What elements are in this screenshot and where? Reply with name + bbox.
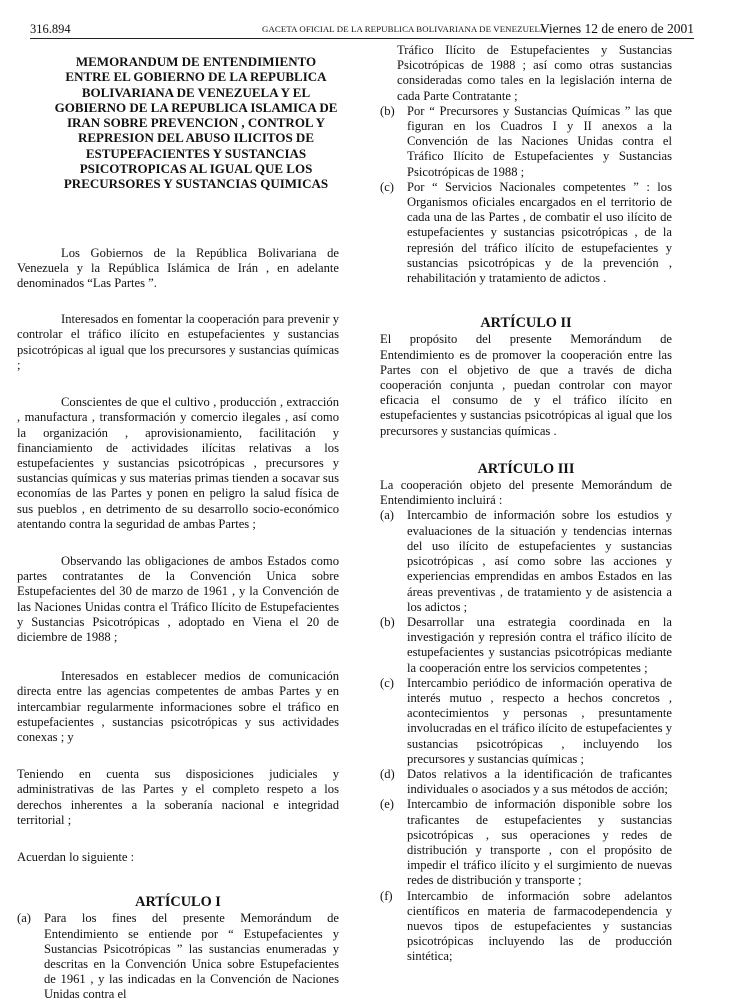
item-marker: (a) — [380, 508, 394, 523]
item-text: Para los fines del presente Memorándum de Entendimiento se entiende por “ Estupefacientes y Sustancias Psicotrópicas ” las sustancias enumeradas y descritas en la Convención Unica sobre Estupefacientes de 1961 , y las indicadas en la Convención de Naciones Unidas contra el — [44, 911, 339, 1002]
article-1-item-c — [380, 180, 672, 286]
item-text: Por “ Precursores y Sustancias Químicas ” las que figuran en los Cuadros I y II anexos a la Convención de las Naciones Unidas contra el Tráfico Ilícito de Estupefacientes y Sustancias Psicotrópicas de 1988 ; — [407, 103, 672, 179]
gazette-name: GACETA OFICIAL DE LA REPUBLICA BOLIVARIANA DE VENEZUELA — [262, 24, 547, 34]
item-marker: (f) — [380, 888, 393, 903]
article-3-heading: ARTÍCULO III — [477, 460, 575, 477]
article-1-item-a-continued: Tráfico Ilícito de Estupefacientes y Sustancias Psicotrópicas de 1988 ; así como otras sustancias consideradas como tales en la legislación interna de cada Parte Contratante ; — [397, 43, 672, 103]
article-3-item-d — [380, 767, 672, 797]
preamble-observando: Observando las obligaciones de ambos Estados como partes contratantes de la Convención Unica sobre Estupefacientes del 30 de marzo de 1961 , y la Convención de las Naciones Unidas contra el Tráfico Ilícito de Estupefacientes y Sustancias Psicotrópicas , adoptado en Viena el 20 de diciembre de 1988 ; — [17, 553, 339, 644]
item-text: Desarrollar una estrategia coordinada en la investigación y represión contra el tráfico ilícito de estupefacientes y sustancias psicotrópicas mediante la cooperación entre los servicios competentes ; — [407, 614, 672, 675]
preamble-parties: Los Gobiernos de la República Bolivariana de Venezuela y la República Islámica de Irán , en adelante denominados “Las Partes ”. — [17, 245, 339, 291]
item-marker: (c) — [380, 675, 394, 690]
preamble-interesados: Interesados en fomentar la cooperación para prevenir y controlar el tráfico ilícito en estupefacientes y sustancias psicotrópicas al igual que los precursores y sustancias químicas ; — [17, 312, 339, 372]
article-2-text: El propósito del presente Memorándum de Entendimiento es de promover la cooperación entre las Partes con el objetivo de que a través de dicha cooperación conjunta , puedan controlar con mayor eficacia el consumo de y el tráfico ilícito en estupefacientes y sustancias psicotrópicas al igual que los precursores y sustancias químicas . — [380, 332, 672, 438]
preamble-conscientes: Conscientes de que el cultivo , producción , extracción , manufactura , transformación y comercio ilegales , así como la organización , aprovisionamiento, facilitación y financiamiento de actividades ilícitas relativas a los estupefacientes y sustancias psicotrópicas , precursores y sustancias químicas y sus materias primas tienden a socavar sus economías de las Partes y ponen en peligro la salud física de sus pueblos , en detrimento de su desarrollo socio-económico atentando contra la seguridad de ambas Partes ; — [17, 395, 339, 531]
article-1-item-b — [380, 104, 672, 180]
article-3-item-e — [380, 797, 672, 888]
running-header — [30, 22, 694, 39]
item-text: Intercambio de información disponible sobre los traficantes de estupefacientes y sustancias psicotrópicas , sus operaciones y redes de distribución y transporte , con el propósito de impedir el tráfico ilícito y el surgimiento de nuevas redes de distribución y transporte ; — [407, 797, 672, 888]
page-number: 316.894 — [30, 22, 71, 36]
item-marker: (b) — [380, 614, 395, 629]
article-3-item-f — [380, 889, 672, 965]
item-text: Por “ Servicios Nacionales competentes ” : los Organismos oficiales encargados en el territorio de cada una de las Partes , de combatir el uso ilícito de estupefacientes y sustancias psicotrópicas , de la represión del tráfico ilícito de estupefacientes y sustancias psicotrópicas y de la prevención , rehabilitación y tratamiento de adictos . — [407, 179, 672, 286]
item-marker: (c) — [380, 179, 394, 194]
item-text: Intercambio de información sobre los estudios y evaluaciones de la situación y tendencias internas del uso ilícito de estupefacientes y sustancias psicotrópicas , así como sobre las acciones y experiencias emprendidas en ambos Estados en las áreas preventivas , de tratamiento y de asistencia a los adictos ; — [407, 508, 672, 614]
item-text: Intercambio de información sobre adelantos científicos en materia de farmacodependencia y nuevos tipos de estupefacientes y sustancias psicotrópicas incluyendo las de producción sintética; — [407, 888, 672, 964]
article-2-heading: ARTÍCULO II — [480, 315, 572, 332]
document-title: MEMORANDUM DE ENTENDIMIENTO ENTRE EL GOBIERNO DE LA REPUBLICA BOLIVARIANA DE VENEZUELA Y EL GOBIERNO DE LA REPUBLICA ISLAMICA DE IRAN SOBRE PREVENCION , CONTROL Y REPRESION DEL ABUSO ILICITOS DE ESTUPEFACIENTES Y SUSTANCIAS PSICOTROPICAS AL IGUAL QUE LOS PRECURSORES Y SUSTANCIAS QUIMICAS — [54, 54, 338, 192]
preamble-teniendo: Teniendo en cuenta sus disposiciones judiciales y administrativas de las Partes y el completo respeto a los derechos inherentes a la soberanía nacional e integridad territorial ; — [17, 767, 339, 827]
left-column — [17, 54, 339, 1003]
preamble-acuerdan: Acuerdan lo siguiente : — [17, 849, 135, 864]
article-3-intro: La cooperación objeto del presente Memorándum de Entendimiento incluirá : — [380, 478, 672, 508]
preamble-comunicacion: Interesados en establecer medios de comunicación directa entre las agencias competentes de ambas Partes y en intercambiar regularmente informaciones sobre el tráfico en estupefacientes , sustancias psicotrópicas y sus actividades conexas ; y — [17, 669, 339, 744]
article-3-item-c — [380, 676, 672, 767]
article-3-item-b — [380, 615, 672, 676]
article-3-item-a — [380, 508, 672, 614]
item-marker: (b) — [380, 103, 395, 118]
item-marker: (d) — [380, 766, 395, 781]
item-text: Datos relativos a la identificación de traficantes individuales o asociados y a sus métodos de acción; — [407, 766, 672, 797]
item-text: Intercambio periódico de información operativa de interés mutuo , respecto a hechos concretos , acontecimientos y personas , presuntamente involucradas en el tráfico ilícito de estupefacientes y sustancias psicotrópicas , incluyendo los precursores y sustancias químicas ; — [407, 675, 672, 766]
item-marker: (e) — [380, 797, 394, 812]
article-1-heading: ARTÍCULO I — [135, 894, 221, 911]
right-column — [380, 43, 672, 965]
item-marker: (a) — [17, 911, 31, 926]
issue-date: Viernes 12 de enero de 2001 — [539, 21, 694, 36]
article-1-item-a — [17, 911, 339, 1002]
